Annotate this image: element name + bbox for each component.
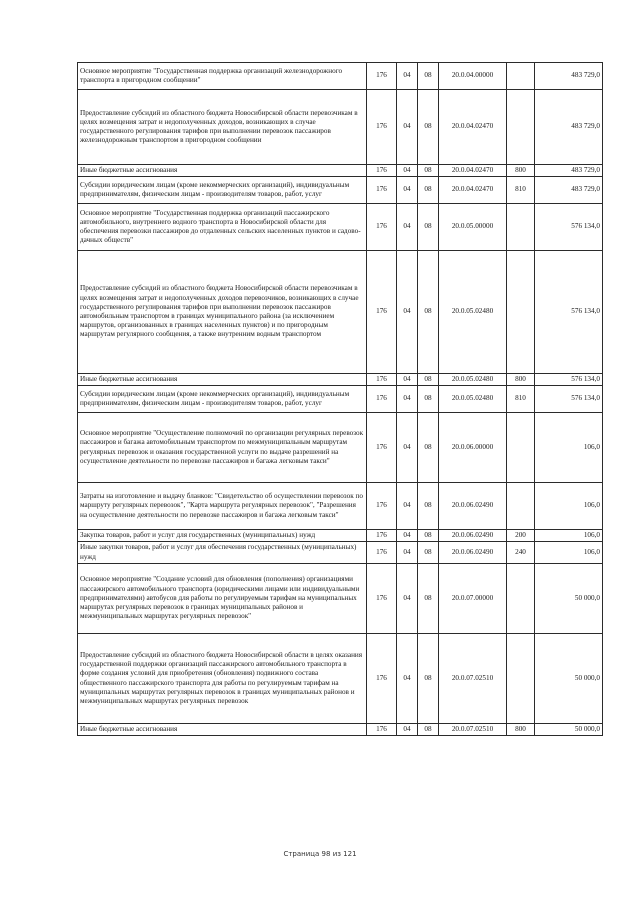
row-name: Субсидии юридическим лицам (кроме некоммерческих организаций), индивидуальным предпринимателям, физическим лицам - производителям товаров, работ, услуг — [78, 386, 367, 413]
row-ved: 176 — [367, 90, 397, 165]
table-row — [78, 634, 603, 724]
row-name: Основное мероприятие "Осуществление полномочий по организации регулярных перевозок пассажиров и багажа автомобильным транспортом по межмуниципальным маршрутам регулярных перевозок и оказания государственной услуги по выдаче разрешений на осуществление деятельности по перевозке пассажиров и багажа легковым такси" — [78, 413, 367, 483]
row-subsection: 08 — [418, 374, 439, 386]
budget-table-body — [78, 63, 603, 736]
row-name: Иные бюджетные ассигнования — [78, 165, 367, 177]
table-row — [78, 165, 603, 177]
row-amount: 106,0 — [535, 542, 603, 564]
row-amount: 576 134,0 — [535, 386, 603, 413]
row-ved: 176 — [367, 251, 397, 374]
row-amount: 106,0 — [535, 530, 603, 542]
budget-table — [77, 62, 603, 736]
row-amount: 576 134,0 — [535, 251, 603, 374]
row-amount: 576 134,0 — [535, 374, 603, 386]
row-name: Затраты на изготовление и выдачу бланков: "Свидетельство об осуществлении перевозок по маршруту регулярных перевозок", "Карта маршрута регулярных перевозок", "Разрешения на осуществление деятельности по перевозке пассажиров и багажа легковым такси" — [78, 483, 367, 530]
row-section: 04 — [397, 564, 418, 634]
table-row — [78, 530, 603, 542]
table-row — [78, 204, 603, 251]
row-subsection: 08 — [418, 177, 439, 204]
row-amount: 50 000,0 — [535, 724, 603, 736]
table-row — [78, 483, 603, 530]
row-expense-type: 810 — [507, 386, 535, 413]
row-subsection: 08 — [418, 542, 439, 564]
row-name: Предоставление субсидий из областного бюджета Новосибирской области перевозчикам в целях возмещения затрат и недополученных доходов перевозчиков, возникающих в случае государственного регулирования тарифов при выполнении перевозок пассажиров автомобильным транспортом в границах муниципального района (за исключением маршрутов, организованных в границах населенных пунктов) и по пригородным маршрутам регулярного сообщения, а также внутренним водным транспортом — [78, 251, 367, 374]
row-target-article: 20.0.06.02490 — [439, 542, 507, 564]
row-subsection: 08 — [418, 251, 439, 374]
row-amount: 483 729,0 — [535, 90, 603, 165]
table-row — [78, 386, 603, 413]
row-expense-type — [507, 564, 535, 634]
row-expense-type: 800 — [507, 374, 535, 386]
row-section: 04 — [397, 413, 418, 483]
row-expense-type — [507, 63, 535, 90]
table-row — [78, 251, 603, 374]
row-ved: 176 — [367, 63, 397, 90]
row-target-article: 20.0.05.02480 — [439, 386, 507, 413]
row-name: Основное мероприятие "Государственная поддержка организаций железнодорожного транспорта в пригородном сообщении" — [78, 63, 367, 90]
row-section: 04 — [397, 530, 418, 542]
table-row — [78, 374, 603, 386]
row-ved: 176 — [367, 386, 397, 413]
row-ved: 176 — [367, 564, 397, 634]
row-subsection: 08 — [418, 165, 439, 177]
row-section: 04 — [397, 251, 418, 374]
row-expense-type: 200 — [507, 530, 535, 542]
row-name: Закупка товаров, работ и услуг для государственных (муниципальных) нужд — [78, 530, 367, 542]
row-name: Основное мероприятие "Государственная поддержка организаций пассажирского автомобильного, внутреннего водного транспорта в Новосибирской области для обеспечения перевозки пассажиров до отдаленных сельских населенных пунктов и садово-дачных обществ" — [78, 204, 367, 251]
row-expense-type — [507, 413, 535, 483]
row-target-article: 20.0.06.02490 — [439, 530, 507, 542]
row-target-article: 20.0.04.00000 — [439, 63, 507, 90]
row-ved: 176 — [367, 483, 397, 530]
table-row — [78, 63, 603, 90]
row-name: Иные бюджетные ассигнования — [78, 724, 367, 736]
row-ved: 176 — [367, 204, 397, 251]
row-subsection: 08 — [418, 386, 439, 413]
row-section: 04 — [397, 374, 418, 386]
table-row — [78, 564, 603, 634]
row-ved: 176 — [367, 374, 397, 386]
row-expense-type — [507, 90, 535, 165]
row-name: Иные бюджетные ассигнования — [78, 374, 367, 386]
row-name: Иные закупки товаров, работ и услуг для обеспечения государственных (муниципальных) нужд — [78, 542, 367, 564]
row-target-article: 20.0.04.02470 — [439, 90, 507, 165]
row-subsection: 08 — [418, 483, 439, 530]
row-amount: 483 729,0 — [535, 177, 603, 204]
row-target-article: 20.0.07.02510 — [439, 724, 507, 736]
row-expense-type — [507, 634, 535, 724]
row-section: 04 — [397, 90, 418, 165]
row-section: 04 — [397, 542, 418, 564]
row-name: Основное мероприятие "Создание условий для обновления (пополнения) организациями пассажирского автомобильного транспорта (юридическими лицами или индивидуальными предпринимателями) автобусов для работы по регулируемым тарифам на муниципальных маршрутах регулярных перевозок в границах муниципальных районов и межмуниципальных маршрутах регулярных перевозок" — [78, 564, 367, 634]
row-expense-type — [507, 251, 535, 374]
row-expense-type — [507, 204, 535, 251]
row-ved: 176 — [367, 542, 397, 564]
row-subsection: 08 — [418, 634, 439, 724]
row-subsection: 08 — [418, 413, 439, 483]
row-name: Субсидии юридическим лицам (кроме некоммерческих организаций), индивидуальным предпринимателям, физическим лицам - производителям товаров, работ, услуг — [78, 177, 367, 204]
row-amount: 483 729,0 — [535, 63, 603, 90]
row-target-article: 20.0.05.00000 — [439, 204, 507, 251]
row-section: 04 — [397, 634, 418, 724]
row-expense-type: 810 — [507, 177, 535, 204]
row-amount: 106,0 — [535, 483, 603, 530]
row-ved: 176 — [367, 165, 397, 177]
row-amount: 50 000,0 — [535, 564, 603, 634]
row-target-article: 20.0.04.02470 — [439, 177, 507, 204]
table-row — [78, 724, 603, 736]
row-subsection: 08 — [418, 204, 439, 251]
row-section: 04 — [397, 204, 418, 251]
table-row — [78, 90, 603, 165]
row-amount: 106,0 — [535, 413, 603, 483]
row-section: 04 — [397, 177, 418, 204]
row-expense-type — [507, 483, 535, 530]
row-subsection: 08 — [418, 530, 439, 542]
row-target-article: 20.0.06.02490 — [439, 483, 507, 530]
table-row — [78, 542, 603, 564]
table-row — [78, 177, 603, 204]
row-target-article: 20.0.06.00000 — [439, 413, 507, 483]
row-target-article: 20.0.05.02480 — [439, 374, 507, 386]
row-amount: 50 000,0 — [535, 634, 603, 724]
row-target-article: 20.0.05.02480 — [439, 251, 507, 374]
row-expense-type: 800 — [507, 724, 535, 736]
row-subsection: 08 — [418, 564, 439, 634]
row-amount: 576 134,0 — [535, 204, 603, 251]
row-expense-type: 800 — [507, 165, 535, 177]
row-expense-type: 240 — [507, 542, 535, 564]
row-subsection: 08 — [418, 90, 439, 165]
row-subsection: 08 — [418, 63, 439, 90]
row-amount: 483 729,0 — [535, 165, 603, 177]
row-section: 04 — [397, 483, 418, 530]
row-name: Предоставление субсидий из областного бюджета Новосибирской области перевозчикам в целях возмещения затрат и недополученных доходов, возникающих в случае государственного регулирования тарифов при выполнении перевозок пассажиров железнодорожным транспортом в пригородном сообщении — [78, 90, 367, 165]
row-target-article: 20.0.07.00000 — [439, 564, 507, 634]
row-ved: 176 — [367, 530, 397, 542]
row-target-article: 20.0.07.02510 — [439, 634, 507, 724]
row-name: Предоставление субсидий из областного бюджета Новосибирской области в целях оказания государственной поддержки организаций пассажирского автомобильного транспорта в форме создания условий для приобретения (обновления) подвижного состава общественного пассажирского транспорта для работы по регулируемым тарифам на муниципальных маршрутах регулярных перевозок в границах муниципальных районов и межмуниципальных маршрутах регулярных перевозок — [78, 634, 367, 724]
row-section: 04 — [397, 386, 418, 413]
page-number: Страница 98 из 121 — [283, 850, 357, 858]
row-target-article: 20.0.04.02470 — [439, 165, 507, 177]
row-subsection: 08 — [418, 724, 439, 736]
table-row — [78, 413, 603, 483]
row-ved: 176 — [367, 634, 397, 724]
row-section: 04 — [397, 63, 418, 90]
row-ved: 176 — [367, 177, 397, 204]
row-section: 04 — [397, 165, 418, 177]
row-section: 04 — [397, 724, 418, 736]
row-ved: 176 — [367, 724, 397, 736]
row-ved: 176 — [367, 413, 397, 483]
